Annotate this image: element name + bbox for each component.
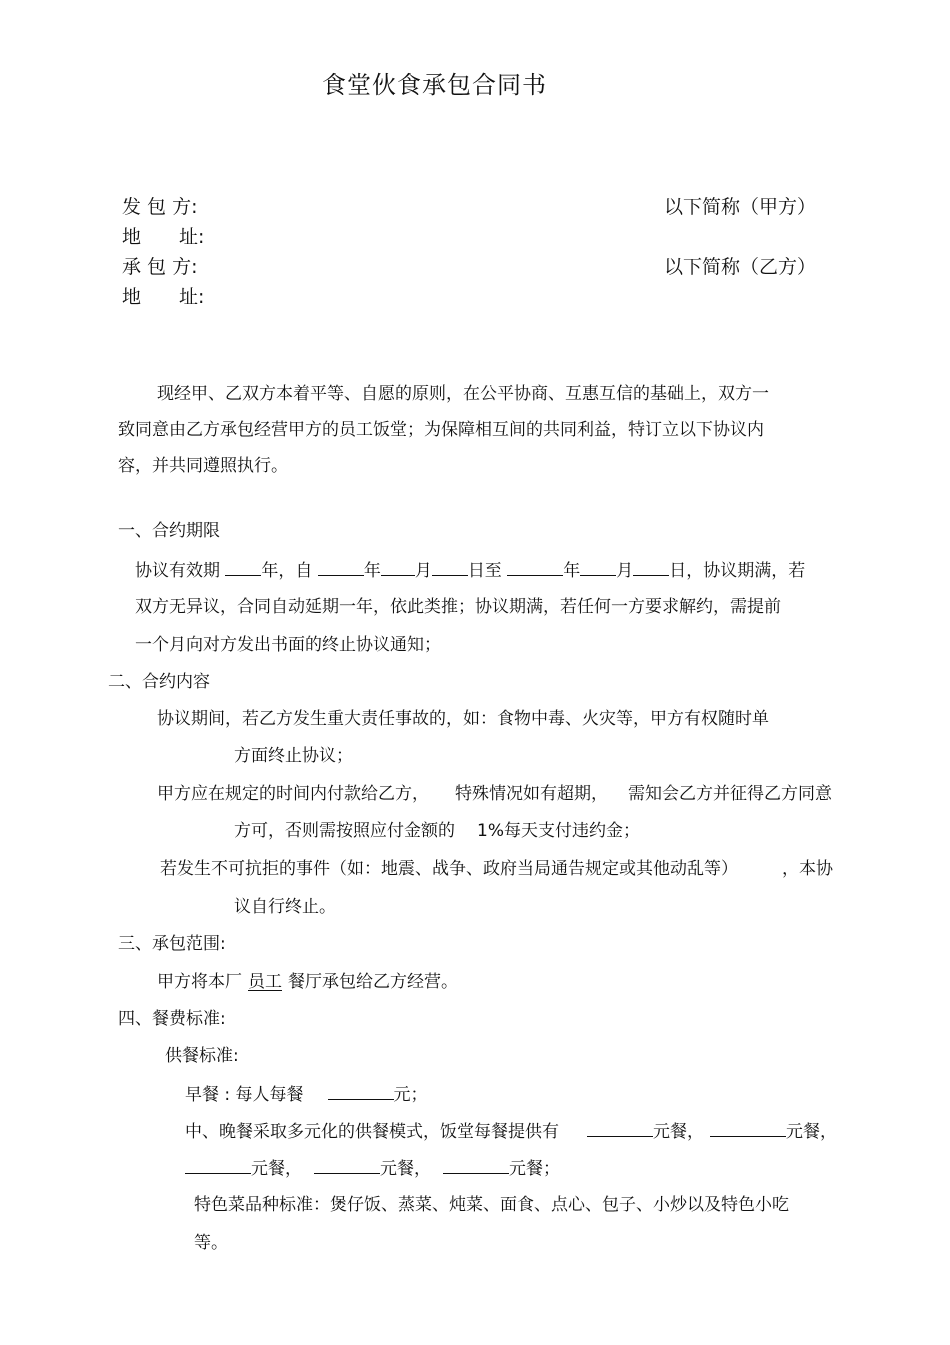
lunch-text: 元餐， [380, 1159, 431, 1179]
clause-3-line-1 [160, 857, 833, 881]
clause-text: 每天支付违约金； [503, 821, 640, 841]
meal-price-blank-4 [314, 1155, 380, 1174]
term-text: 日，协议期满，若 [669, 561, 806, 581]
lunch-line-1 [185, 1118, 837, 1144]
page-title: 食堂伙食承包合同书 [322, 71, 547, 99]
term-text: 协议有效期 [135, 561, 220, 581]
end-month-blank [580, 557, 616, 576]
term-text: 月 [414, 561, 432, 581]
issuer-address-label: 地 址: [122, 226, 205, 248]
intro-line-1: 现经甲、乙双方本着平等、自愿的原则，在公平协商、互惠互信的基础上，双方一 [157, 384, 769, 404]
clause-text: 甲方应在规定的时间内付款给乙方， [157, 784, 429, 804]
breakfast-price-blank [328, 1081, 394, 1100]
clause-3-line-2: 议自行终止。 [234, 897, 336, 917]
term-text: 年，自 [261, 561, 313, 581]
scope-line [157, 970, 458, 994]
intro-line-3: 容，并共同遵照执行。 [118, 456, 288, 476]
meal-price-blank-3 [185, 1155, 251, 1174]
start-year-blank [318, 557, 364, 576]
lunch-text: 元餐， [251, 1159, 302, 1179]
clause-text: 方可，否则需按照应付金额的 [234, 821, 455, 841]
contractor-label: 承 包 方: [122, 256, 198, 278]
term-line-3: 一个月向对方发出书面的终止协议通知； [135, 635, 441, 655]
term-years-blank [225, 557, 261, 576]
contractor-address-label: 地 址: [122, 286, 205, 308]
clause-2-line-2 [234, 819, 640, 843]
end-year-blank [507, 557, 563, 576]
scope-text: 甲方将本厂 [157, 972, 242, 992]
start-day-blank [432, 557, 468, 576]
section-2-heading: 二、合约内容 [108, 672, 210, 692]
clause-text: 需知会乙方并征得乙方同意 [628, 784, 832, 804]
special-dishes-line-2: 等。 [194, 1233, 228, 1253]
penalty-rate: 1% [477, 821, 504, 841]
lunch-text: 元餐， [786, 1122, 837, 1142]
term-line [135, 557, 805, 583]
contractor-alias: 以下简称（乙方） [664, 256, 817, 278]
issuer-alias: 以下简称（甲方） [664, 196, 817, 218]
clause-text: 若发生不可抗拒的事件（如：地震、战争、政府当局通告规定或其他动乱等） [160, 859, 738, 879]
term-text: 月 [616, 561, 634, 581]
clause-1-line-2: 方面终止协议； [234, 746, 353, 766]
breakfast-text: 元； [393, 1085, 428, 1105]
lunch-text: 中、晚餐采取多元化的供餐模式，饭堂每餐提供有 [185, 1122, 559, 1142]
section-1-heading: 一、合约期限 [118, 521, 220, 541]
special-dishes-line-1: 特色菜品种标准：煲仔饭、蒸菜、炖菜、面食、点心、包子、小炒以及特色小吃 [194, 1195, 789, 1215]
section-3-heading: 三、承包范围: [118, 934, 226, 954]
lunch-text: 元餐， [653, 1122, 704, 1142]
breakfast-line [185, 1081, 428, 1107]
term-line-2: 双方无异议，合同自动延期一年，依此类推；协议期满，若任何一方要求解约，需提前 [135, 597, 781, 617]
clause-text: 特殊情况如有超期， [455, 784, 608, 804]
breakfast-text: 早餐 : 每人每餐 [185, 1085, 304, 1105]
scope-fill: 员工 [248, 972, 282, 992]
meal-price-blank-1 [587, 1118, 653, 1137]
meal-standard-label: 供餐标准: [165, 1046, 239, 1066]
end-day-blank [633, 557, 669, 576]
meal-price-blank-5 [443, 1155, 509, 1174]
clause-text: ，本协 [782, 859, 833, 879]
term-text: 年 [363, 561, 381, 581]
term-text: 年 [563, 561, 581, 581]
lunch-line-2 [185, 1155, 560, 1181]
issuer-label: 发 包 方: [122, 196, 198, 218]
scope-text: 餐厅承包给乙方经营。 [288, 972, 458, 992]
clause-1-line-1: 协议期间，若乙方发生重大责任事故的，如：食物中毒、火灾等，甲方有权随时单 [157, 709, 769, 729]
term-text: 日至 [467, 561, 502, 581]
meal-price-blank-2 [710, 1118, 786, 1137]
intro-line-2: 致同意由乙方承包经营甲方的员工饭堂；为保障相互间的共同利益，特订立以下协议内 [118, 420, 764, 440]
section-4-heading: 四、餐费标准: [118, 1009, 226, 1029]
lunch-text: 元餐； [509, 1159, 560, 1179]
start-month-blank [381, 557, 415, 576]
clause-2-line-1 [157, 782, 832, 806]
